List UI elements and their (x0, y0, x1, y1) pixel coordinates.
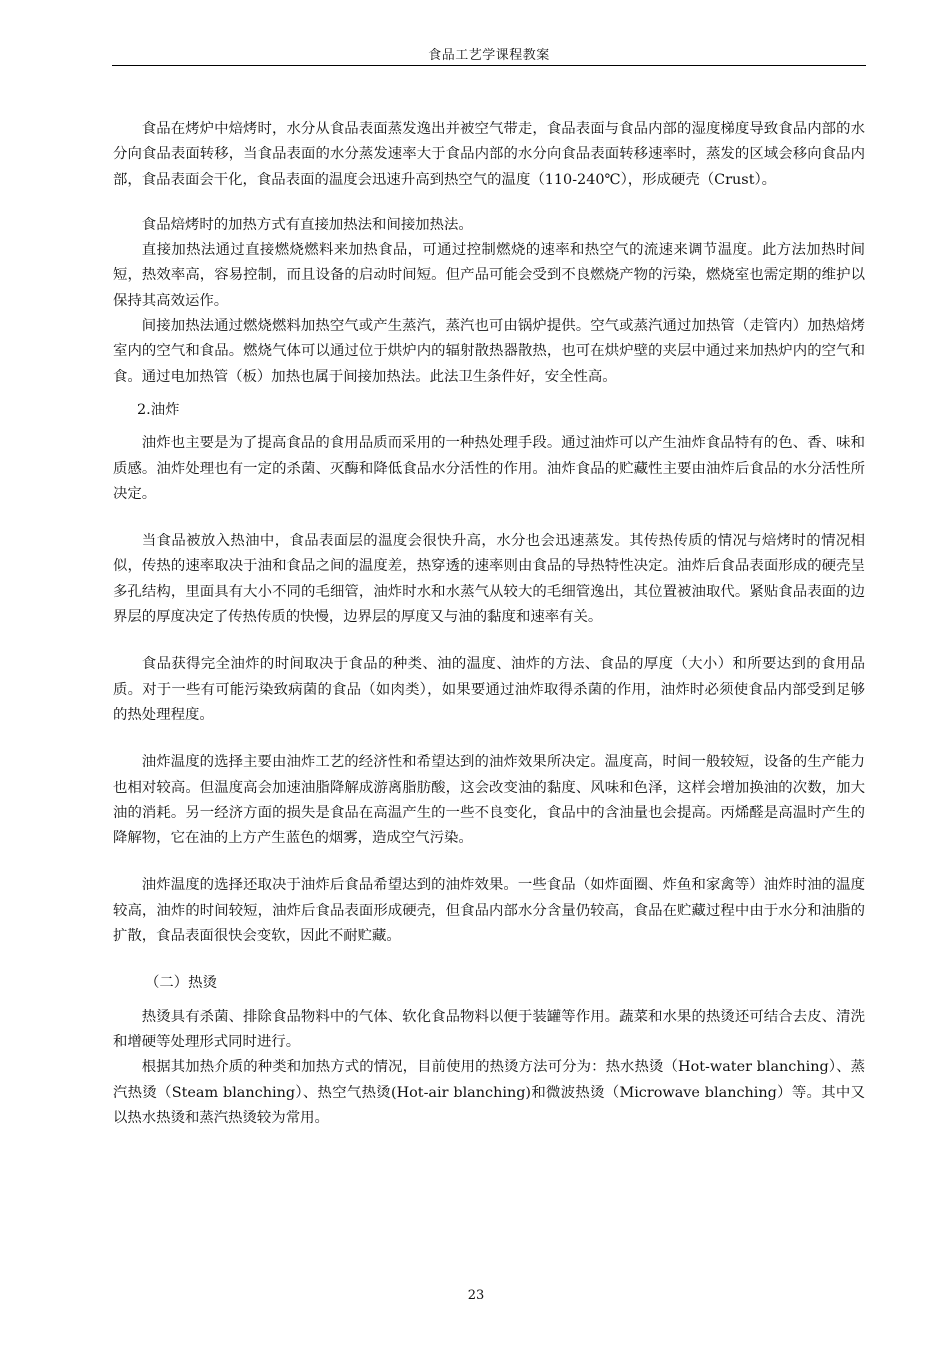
paragraph-frying-heat-transfer: 当食品被放入热油中，食品表面层的温度会很快升高，水分也会迅速蒸发。其传热传质的情况与焙烤时的情况相似，传热的速率取决于油和食品之间的温度差，热穿透的速率则由食品的导热特性决定。油炸后食品表面形成的硬壳呈多孔结构，里面具有大小不同的毛细管，油炸时水和水蒸气从较大的毛细管逸出，其位置被油取代。紧贴食品表面的边界层的厚度决定了传热传质的快慢，边界层的厚度又与油的黏度和速率有关。 (113, 533, 865, 626)
paragraph-spacer (113, 728, 865, 750)
document-body (113, 117, 865, 1131)
paragraph-spacer (113, 997, 865, 1005)
paragraph-indirect-heating: 间接加热法通过燃烧燃料加热空气或产生蒸汽，蒸汽也可由锅炉提供。空气或蒸汽通过加热管（走管内）加热焙烤室内的空气和食品。燃烧气体可以通过位于烘炉内的辐射散热器散热，也可在烘炉壁的夹层中通过来加热炉内的空气和食。通过电加热管（板）加热也属于间接加热法。此法卫生条件好，安全性高。 (113, 318, 865, 385)
section-heading-blanching: （二）热烫 (145, 975, 217, 992)
section-heading-frying: 2.油炸 (137, 401, 180, 418)
page-header-title: 食品工艺学课程教案 (428, 48, 550, 63)
header-divider (112, 65, 866, 66)
paragraph-blanching-methods: 根据其加热介质的种类和加热方式的情况，目前使用的热烫方法可分为：热水热烫（Hot-water blanching）、蒸汽热烫（Steam blanching）、热空气热烫(Hot-air blanching)和微波热烫（Microwave blanching）等。其中又以热水热烫和蒸汽热烫较为常用。 (113, 1059, 865, 1126)
paragraph-baking-heating-methods: 食品焙烤时的加热方式有直接加热法和间接加热法。 (141, 216, 473, 233)
paragraph-spacer (113, 949, 865, 971)
paragraph-spacer (113, 390, 865, 398)
paragraph-blanching-purpose: 热烫具有杀菌、排除食品物料中的气体、软化食品物料以便于装罐等作用。蔬菜和水果的热烫还可结合去皮、清洗和增硬等处理形式同时进行。 (113, 1008, 865, 1050)
paragraph-spacer (113, 630, 865, 652)
page-number: 23 (467, 1288, 485, 1303)
paragraph-baking-moisture: 食品在烤炉中焙烤时，水分从食品表面蒸发逸出并被空气带走，食品表面与食品内部的湿度梯度导致食品内部的水分向食品表面转移，当食品表面的水分蒸发速率大于食品内部的水分向食品表面转移速率时，蒸发的区域会移向食品内部，食品表面会干化，食品表面的温度会迅速升高到热空气的温度（110-240℃），形成硬壳（Crust）。 (113, 121, 865, 188)
paragraph-frying-temperature-effect: 油炸温度的选择还取决于油炸后食品希望达到的油炸效果。一些食品（如炸面圈、炸鱼和家禽等）油炸时油的温度较高，油炸的时间较短，油炸后食品表面形成硬壳，但食品内部水分含量仍较高，食品在贮藏过程中由于水分和油脂的扩散，食品表面很快会变软，因此不耐贮藏。 (113, 877, 865, 945)
paragraph-frying-purpose: 油炸也主要是为了提高食品的食用品质而采用的一种热处理手段。通过油炸可以产生油炸食品特有的色、香、味和质感。油炸处理也有一定的杀菌、灭酶和降低食品水分活性的作用。油炸食品的贮藏性主要由油炸后食品的水分活性所决定。 (113, 435, 865, 502)
paragraph-frying-temperature-economics: 油炸温度的选择主要由油炸工艺的经济性和希望达到的油炸效果所决定。温度高，时间一般较短，设备的生产能力也相对较高。但温度高会加速油脂降解成游离脂肪酸，这会改变油的黏度、风味和色泽，这样会增加换油的次数，加大油的消耗。另一经济方面的损失是食品在高温产生的一些不良变化，食品中的含油量也会提高。丙烯醛是高温时产生的降解物，它在油的上方产生蓝色的烟雾，造成空气污染。 (113, 754, 865, 847)
paragraph-spacer (113, 507, 865, 529)
paragraph-direct-heating: 直接加热法通过直接燃烧燃料来加热食品，可通过控制燃烧的速率和热空气的流速来调节温度。此方法加热时间短，热效率高，容易控制，而且设备的启动时间短。但产品可能会受到不良燃烧产物的污染，燃烧室也需定期的维护以保持其高效运作。 (113, 242, 865, 309)
paragraph-spacer (113, 423, 865, 431)
paragraph-spacer (113, 193, 865, 213)
paragraph-frying-time: 食品获得完全油炸的时间取决于食品的种类、油的温度、油炸的方法、食品的厚度（大小）和所要达到的食用品质。对于一些有可能污染致病菌的食品（如肉类），如果要通过油炸取得杀菌的作用，油炸时必须使食品内部受到足够的热处理程度。 (113, 656, 865, 723)
paragraph-spacer (113, 851, 865, 873)
